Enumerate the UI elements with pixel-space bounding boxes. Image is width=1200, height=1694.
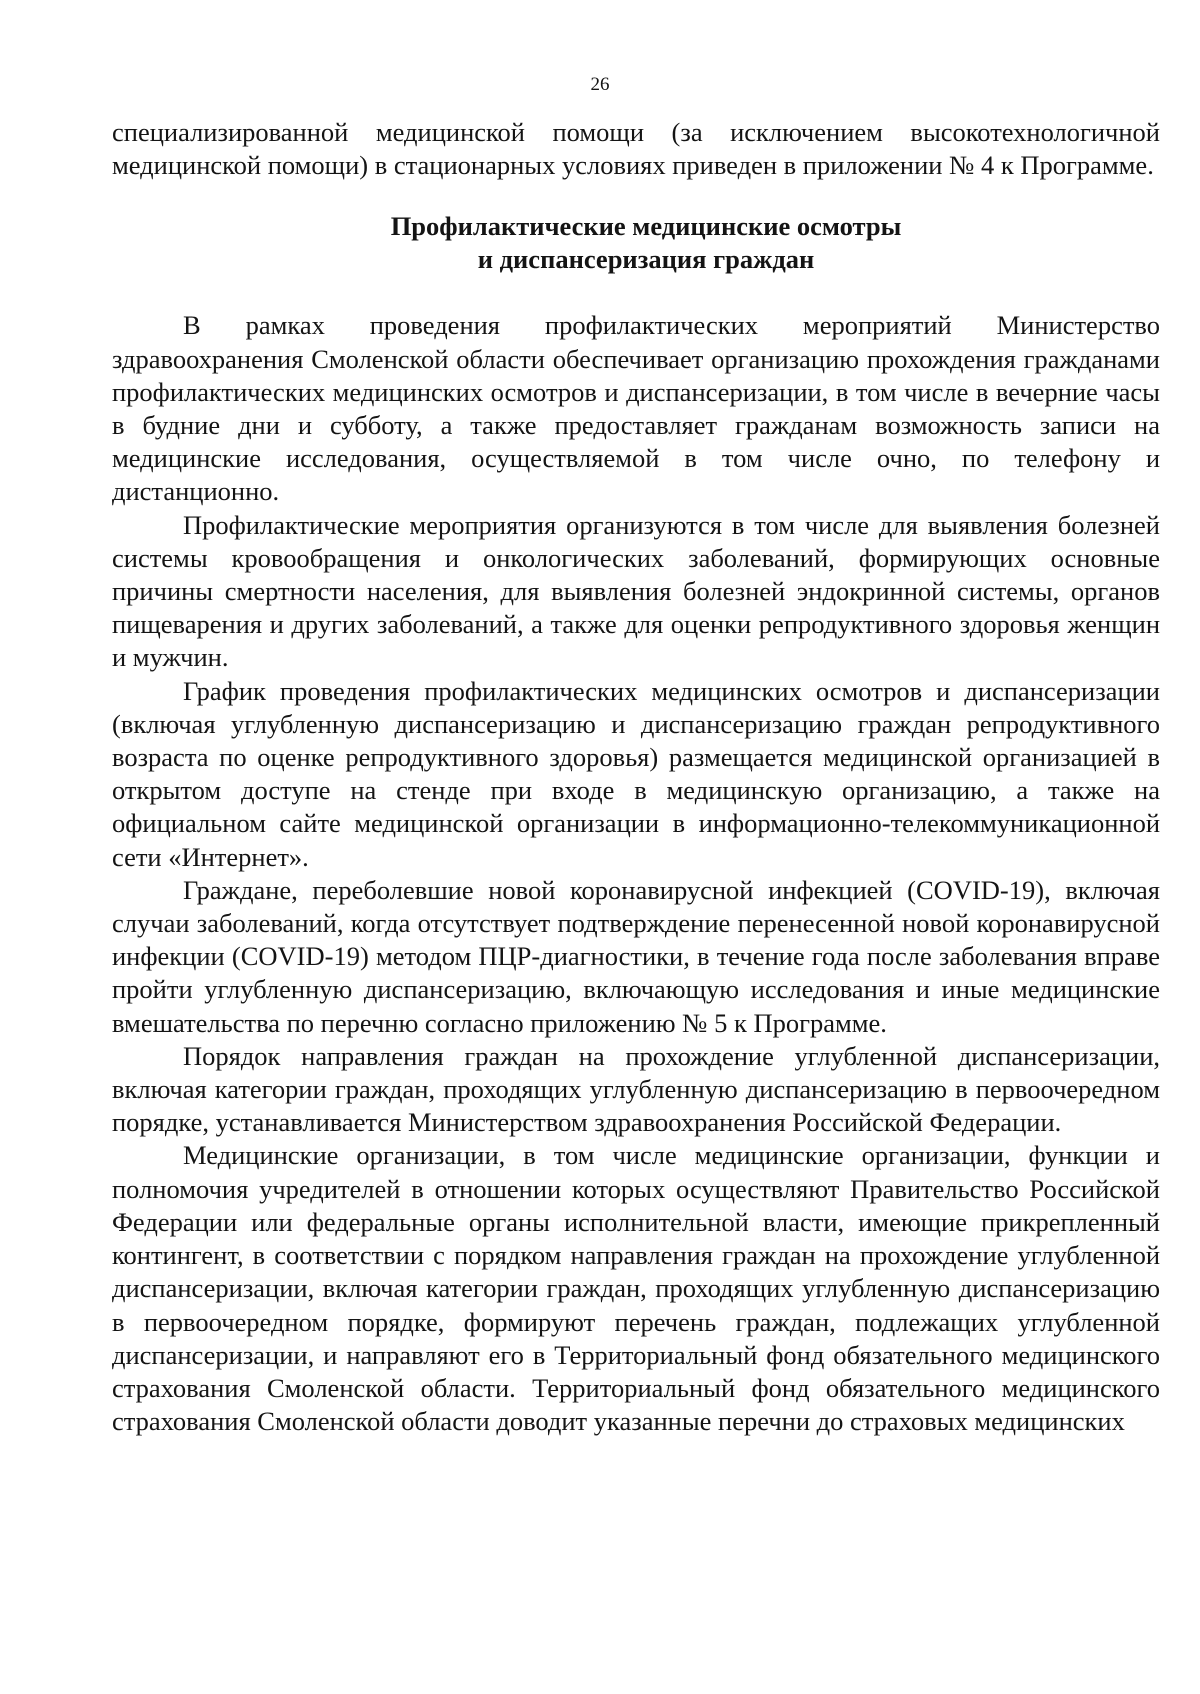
paragraph: График проведения профилактических медицинских осмотров и диспансеризации (включая углубленную диспансеризацию и диспансеризацию граждан репродуктивного возраста по оценке репродуктивного здоровья) размещается медицинской организацией в открытом доступе на стенде при входе в медицинскую организацию, а также на официальном сайте медицинской организации в информационно-телекоммуникационной сети «Интернет». (112, 675, 1160, 872)
document-body (112, 116, 1160, 1438)
paragraph: Порядок направления граждан на прохождение углубленной диспансеризации, включая категории граждан, проходящих углубленную диспансеризацию в первоочередном порядке, устанавливается Министерством здравоохранения Российской Федерации. (112, 1040, 1160, 1138)
paragraph: Медицинские организации, в том числе медицинские организации, функции и полномочия учредителей в отношении которых осуществляют Правительство Российской Федерации или федеральные органы исполнительной власти, имеющие прикрепленный контингент, в соответствии с порядком направления граждан на прохождение углубленной диспансеризации, включая категории граждан, проходящих углубленную диспансеризацию в первоочередном порядке, формируют перечень граждан, подлежащих углубленной диспансеризации, и направляют его в Территориальный фонд обязательного медицинского страхования Смоленской области. Территориальный фонд обязательного медицинского страхования Смоленской области доводит указанные перечни до страховых медицинских (112, 1140, 1160, 1437)
section-heading (112, 210, 1160, 276)
paragraph: Профилактические мероприятия организуются в том числе для выявления болезней системы кровообращения и онкологических заболеваний, формирующих основные причины смертности населения, для выявления болезней эндокринной системы, органов пищеварения и других заболеваний, а также для оценки репродуктивного здоровья женщин и мужчин. (112, 509, 1160, 673)
page-number: 26 (590, 74, 610, 95)
paragraph: В рамках проведения профилактических мероприятий Министерство здравоохранения Смоленской области обеспечивает организацию прохождения гражданами профилактических медицинских осмотров и диспансеризации, в том числе в вечерние часы в будние дни и субботу, а также предоставляет гражданам возможность записи на медицинские исследования, осуществляемой в том числе очно, по телефону и дистанционно. (112, 310, 1160, 507)
section-heading-line-1: Профилактические медицинские осмотры (390, 211, 902, 242)
paragraph: Граждане, переболевшие новой коронавирусной инфекцией (COVID-19), включая случаи заболеваний, когда отсутствует подтверждение перенесенной новой коронавирусной инфекции (COVID-19) методом ПЦР-диагностики, в течение года после заболевания вправе пройти углубленную диспансеризацию, включающую исследования и иные медицинские вмешательства по перечню согласно приложению № 5 к Программе. (112, 874, 1160, 1038)
section-heading-line-2: и диспансеризация граждан (477, 244, 815, 275)
paragraph-continuation: специализированной медицинской помощи (за исключением высокотехнологичной медицинской помощи) в стационарных условиях приведен в приложении № 4 к Программе. (112, 117, 1160, 181)
